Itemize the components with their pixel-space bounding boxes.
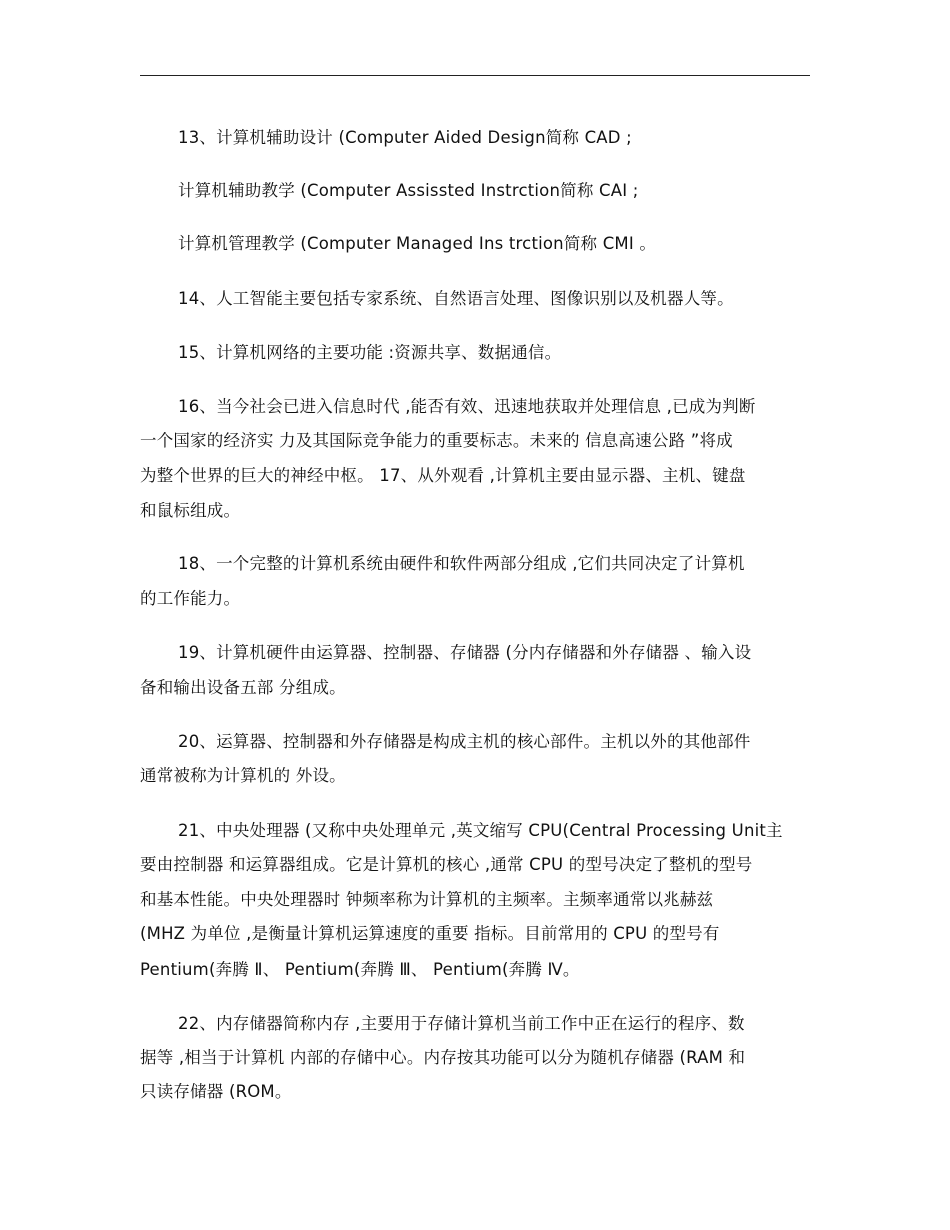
line-21-b: 要由控制器 和运算器组成。它是计算机的核心 ,通常 CPU 的型号决定了整机的型号 — [140, 855, 753, 874]
line-17-end: 和鼠标组成。 — [140, 501, 241, 520]
line-21-e: Pentium(奔腾 Ⅱ、 Pentium(奔腾 Ⅲ、 Pentium(奔腾 Ⅳ。 — [140, 960, 580, 979]
line-16-b: 一个国家的经济实 力及其国际竞争能力的重要标志。未来的 信息高速公路 ”将成 — [140, 431, 733, 450]
line-22-b: 据等 ,相当于计算机 内部的存储中心。内存按其功能可以分为随机存储器 (RAM 和 — [140, 1048, 746, 1067]
line-18-b: 的工作能力。 — [140, 589, 241, 608]
line-21-d: (MHZ 为单位 ,是衡量计算机运算速度的重要 指标。目前常用的 CPU 的型号有 — [140, 924, 720, 943]
line-20-b: 通常被称为计算机的 外设。 — [140, 766, 346, 785]
line-22-c: 只读存储器 (ROM。 — [140, 1082, 292, 1101]
line-19-b: 备和输出设备五部 分组成。 — [140, 678, 346, 697]
line-15: 15、计算机网络的主要功能 :资源共享、数据通信。 — [178, 343, 562, 362]
line-21-a: 21、中央处理器 (又称中央处理单元 ,英文缩写 CPU(Central Processing Unit主 — [178, 821, 783, 840]
line-21-c: 和基本性能。中央处理器时 钟频率称为计算机的主频率。主频率通常以兆赫兹 — [140, 890, 714, 909]
line-13-cad: 13、计算机辅助设计 (Computer Aided Design简称 CAD ; — [178, 128, 632, 147]
line-19-a: 19、计算机硬件由运算器、控制器、存储器 (分内存储器和外存储器 、输入设 — [178, 643, 752, 662]
line-16-c: 为整个世界的巨大的神经中枢。 17、从外观看 ,计算机主要由显示器、主机、键盘 — [140, 466, 746, 485]
line-14: 14、人工智能主要包括专家系统、自然语言处理、图像识别以及机器人等。 — [178, 289, 734, 308]
line-18-a: 18、一个完整的计算机系统由硬件和软件两部分组成 ,它们共同决定了计算机 — [178, 554, 745, 573]
line-22-a: 22、内存储器简称内存 ,主要用于存储计算机当前工作中正在运行的程序、数 — [178, 1014, 745, 1033]
header-rule — [140, 75, 810, 76]
line-20-a: 20、运算器、控制器和外存储器是构成主机的核心部件。主机以外的其他部件 — [178, 732, 751, 751]
line-cmi: 计算机管理教学 (Computer Managed Ins trction简称 CMI 。 — [178, 234, 657, 253]
line-cai: 计算机辅助教学 (Computer Assissted Instrction简称 CAI ; — [178, 181, 639, 200]
line-16-a: 16、当今社会已进入信息时代 ,能否有效、迅速地获取并处理信息 ,已成为判断 — [178, 397, 756, 416]
